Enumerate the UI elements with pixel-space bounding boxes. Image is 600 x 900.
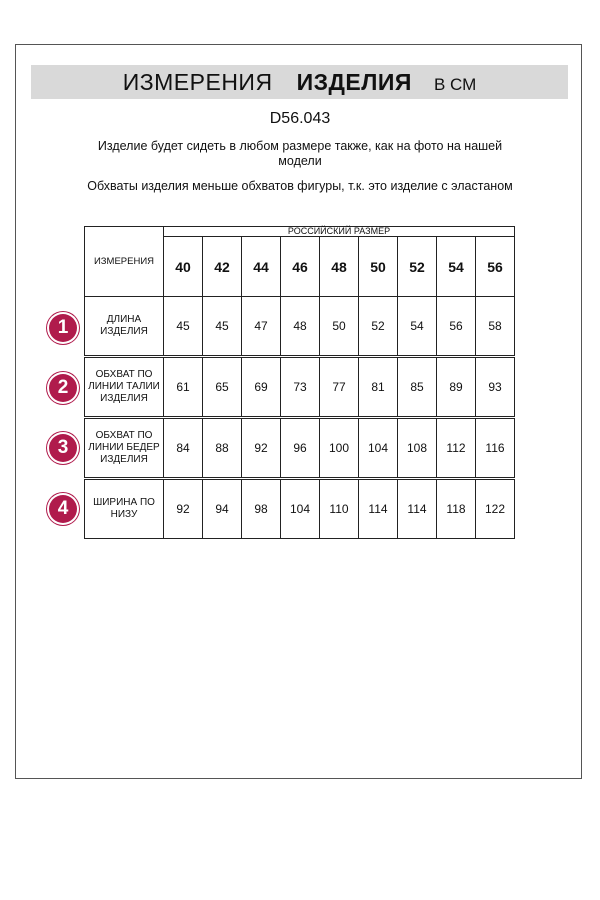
size-header: 42 [203, 237, 242, 297]
measurement-value: 89 [437, 358, 476, 417]
product-code: D56.043 [269, 110, 331, 127]
size-header: 54 [437, 237, 476, 297]
size-header: 48 [320, 237, 359, 297]
measurement-value: 50 [320, 297, 359, 356]
measurement-value: 61 [164, 358, 203, 417]
measurement-value: 77 [320, 358, 359, 417]
fit-note: Изделие будет сидеть в любом размере также, как на фото на нашей модели [97, 139, 503, 168]
size-header: 56 [476, 237, 515, 297]
size-table [84, 226, 515, 539]
measurement-value: 85 [398, 358, 437, 417]
title-measurements: ИЗМЕРЕНИЯ [122, 69, 273, 95]
measurement-value: 118 [437, 480, 476, 539]
measurement-value: 92 [242, 419, 281, 478]
measurement-value: 100 [320, 419, 359, 478]
measurement-value: 56 [437, 297, 476, 356]
measurement-value: 58 [476, 297, 515, 356]
measurement-value: 52 [359, 297, 398, 356]
measurement-value: 116 [476, 419, 515, 478]
size-system-header: РОССИЙСКИЙ РАЗМЕР [164, 227, 515, 237]
measure-header: ИЗМЕРЕНИЯ [85, 227, 164, 297]
table-row [85, 358, 515, 417]
measurement-value: 104 [359, 419, 398, 478]
size-header: 52 [398, 237, 437, 297]
size-header: 50 [359, 237, 398, 297]
table-row [85, 419, 515, 478]
row-number-badge: 2 [49, 374, 77, 402]
row-number-badge: 1 [49, 314, 77, 342]
measurement-value: 114 [398, 480, 437, 539]
row-number-badge: 3 [49, 434, 77, 462]
size-header: 44 [242, 237, 281, 297]
measurement-value: 108 [398, 419, 437, 478]
measurement-label: ОБХВАТ ПО ЛИНИИ ТАЛИИ ИЗДЕЛИЯ [85, 358, 164, 417]
measurement-value: 104 [281, 480, 320, 539]
measurement-value: 54 [398, 297, 437, 356]
measurement-value: 96 [281, 419, 320, 478]
elastane-note: Обхваты изделия меньше обхватов фигуры, т.к. это изделие с эластаном [87, 179, 513, 193]
measurement-value: 114 [359, 480, 398, 539]
measurement-label: ОБХВАТ ПО ЛИНИИ БЕДЕР ИЗДЕЛИЯ [85, 419, 164, 478]
measurement-label: ШИРИНА ПО НИЗУ [85, 480, 164, 539]
measurement-value: 81 [359, 358, 398, 417]
measurement-value: 65 [203, 358, 242, 417]
row-number-badge: 4 [49, 495, 77, 523]
measurement-value: 92 [164, 480, 203, 539]
measurement-value: 45 [164, 297, 203, 356]
measurement-value: 48 [281, 297, 320, 356]
measurement-label: ДЛИНА ИЗДЕЛИЯ [85, 297, 164, 356]
size-header: 46 [281, 237, 320, 297]
measurement-value: 45 [203, 297, 242, 356]
measurement-value: 112 [437, 419, 476, 478]
measurement-value: 110 [320, 480, 359, 539]
size-header: 40 [164, 237, 203, 297]
table-row [85, 297, 515, 356]
measurement-value: 47 [242, 297, 281, 356]
title-unit: В СМ [433, 75, 477, 94]
measurement-value: 93 [476, 358, 515, 417]
measurement-value: 73 [281, 358, 320, 417]
measurement-value: 122 [476, 480, 515, 539]
measurement-value: 88 [203, 419, 242, 478]
measurement-value: 69 [242, 358, 281, 417]
measurement-value: 84 [164, 419, 203, 478]
measurement-value: 94 [203, 480, 242, 539]
title-bar [31, 65, 568, 99]
title-item: ИЗДЕЛИЯ [296, 69, 412, 95]
table-row [85, 480, 515, 539]
measurement-value: 98 [242, 480, 281, 539]
